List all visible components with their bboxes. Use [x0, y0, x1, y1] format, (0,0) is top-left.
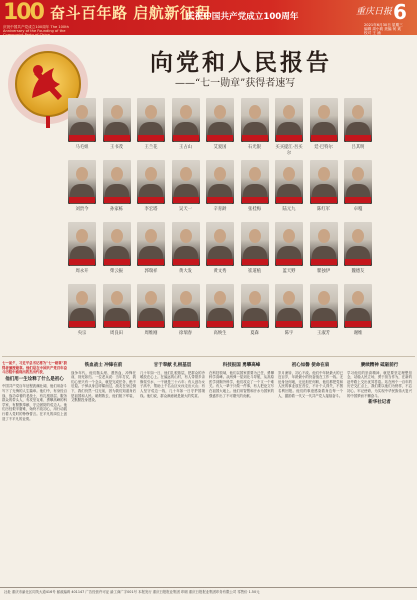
portrait-name: 夏森 — [250, 331, 259, 336]
column-text: 几十年如一日，他们扎根基层，把群众的冷暖放在心上。在偏远的山村，有人带领乡亲修渠引水，一干就是三十六年；有人创办女子高中，帮助上千名山区女孩走出大山；有人坚守戍边一线，几十年如一日守护国境线。他们说，群众满意就是最大的奖赏。 — [140, 370, 205, 398]
centenary-logo: 100 — [3, 0, 43, 25]
name-tag — [345, 259, 371, 265]
name-tag — [138, 259, 164, 265]
portrait-card — [68, 160, 96, 218]
article-body — [2, 356, 415, 585]
name-tag — [276, 321, 302, 327]
portrait-card — [172, 284, 200, 342]
page-footer: 社址 重庆市渝北区同茂大道416号 邮政编码 401147 广告经营许可证 渝工商广字001号 本报发行 重庆日报报业集团 印刷 重庆日报报业集团印务有限公司 零售价 1.50元 — [0, 587, 417, 600]
column-text: 在科技领域，他们以国家需要为己任，勇攀科学高峰。从两弹一星到北斗导航，从高原医学到胸外科学，他们攻克了一个又一个难关。有人一辈子只做一件事，有人把论文写在祖国大地上。他们用智慧和汗水为国家的强盛作出了不可磨灭的贡献。 — [209, 370, 274, 398]
portrait-name: 柴云振 — [110, 269, 123, 274]
name-tag — [173, 259, 199, 265]
paper-name: 重庆日报 — [356, 7, 393, 17]
column-text: 中国共产党百年征程波澜壮阔，他们用奋斗写下了无悔的人生篇章。他们中，有身经百战、战功卓著的老战士，有扎根基层、服务群众的带头人，有攻坚克难、勇攀高峰的科学家，有默默奉献、守边固防的戍边人。他们历经艰辛磨难，始终不改初心，用行动践行着入党时的铮铮誓言。在平凡的岗位上创造了不平凡的业绩。 — [2, 384, 67, 421]
banner-subtitle: 庆祝中国共产党成立100周年 — [186, 12, 299, 22]
name-tag — [207, 321, 233, 327]
name-tag — [311, 197, 337, 203]
page-title: 向党和人民报告 — [150, 49, 332, 76]
portrait-card — [241, 284, 269, 342]
portrait-card — [68, 284, 96, 342]
name-tag — [276, 259, 302, 265]
column-text: 学习他们的崇高精神，就是要坚定理想信念，站稳人民立场，勇于担当作为，在新的赶考路上交出优异答卷。站在两个一百年的历史交汇点上，我们要以他们为榜样，不忘初心、牢记使命，为实现中华民族伟大复兴的中国梦而不懈奋斗。 — [347, 370, 412, 398]
section-heading: 初心如磐 使命在肩 — [291, 363, 330, 368]
portrait-card — [310, 160, 338, 218]
portrait-card — [275, 98, 303, 156]
portrait-name: 周良田 — [110, 331, 123, 336]
logo-caption: 庆祝中国共产党成立100周年 The 100th Anniversary of the Founding of the Communist Party of China — [3, 25, 69, 37]
portrait-gallery — [68, 98, 413, 348]
name-tag — [138, 321, 164, 327]
name-tag — [69, 197, 95, 203]
portrait-name: 王书茂 — [110, 145, 123, 150]
portrait-card — [172, 160, 200, 218]
portrait-card — [206, 222, 234, 280]
portrait-card — [206, 160, 234, 218]
portrait-name: 瞿独伊 — [317, 269, 330, 274]
portrait-name: 吴天一 — [179, 207, 192, 212]
name-tag — [311, 135, 337, 141]
portrait-name: 马毛姐 — [75, 145, 89, 150]
portrait-card — [137, 222, 165, 280]
name-tag — [104, 197, 130, 203]
name-tag — [242, 135, 268, 141]
portrait-name: 买买提江·吾买尔 — [275, 145, 303, 156]
portrait-name: 魏德友 — [351, 269, 365, 274]
article-column — [347, 361, 412, 583]
name-tag — [345, 135, 371, 141]
name-tag — [242, 197, 268, 203]
name-tag — [104, 321, 130, 327]
portrait-name: 孙家栋 — [110, 207, 123, 212]
portrait-name: 吕其明 — [351, 145, 365, 150]
article-column — [140, 361, 205, 583]
article-column — [71, 361, 136, 583]
name-tag — [69, 259, 95, 265]
page-banner — [0, 0, 417, 35]
portrait-card — [103, 160, 131, 218]
portrait-name: 王淑芳 — [317, 331, 330, 336]
name-tag — [138, 197, 164, 203]
portrait-card — [103, 222, 131, 280]
portrait-name: 徐瑞春 — [179, 331, 192, 336]
name-tag — [242, 321, 268, 327]
portrait-name: 郭瑞祥 — [144, 269, 158, 274]
portrait-row — [68, 222, 379, 280]
portrait-card — [172, 222, 200, 280]
portrait-name: 谢维 — [353, 331, 363, 336]
name-tag — [104, 259, 130, 265]
banner-slogan: 奋斗百年路 启航新征程 — [50, 4, 211, 22]
name-tag — [207, 197, 233, 203]
portrait-row — [68, 284, 379, 342]
section-heading: 赓续精神 砥砺前行 — [360, 363, 399, 368]
editor-line: 编辑 周小莉 美编 何 欢 — [364, 27, 401, 31]
portrait-name: 王占山 — [179, 145, 192, 150]
name-tag — [276, 197, 302, 203]
article-column — [209, 361, 274, 583]
portrait-name: 陈宇 — [284, 331, 294, 336]
portrait-card — [344, 98, 372, 156]
portrait-card — [68, 222, 96, 280]
portrait-card — [310, 222, 338, 280]
portrait-name: 张桂梅 — [248, 207, 261, 212]
name-tag — [311, 321, 337, 327]
name-tag — [138, 135, 164, 141]
name-tag — [173, 321, 199, 327]
portrait-card — [172, 98, 200, 156]
portrait-name: 高焕生 — [213, 331, 227, 336]
name-tag — [276, 135, 302, 141]
portrait-card — [344, 284, 372, 342]
portrait-card — [137, 98, 165, 156]
portrait-name: 卓嘎 — [353, 207, 363, 212]
section-heading: 他们用一生诠释了什么是初心 — [5, 376, 64, 382]
portrait-card — [344, 222, 372, 280]
article-column — [2, 361, 67, 583]
byline: 新华社记者 — [368, 400, 391, 406]
proof-line: 校对 王 涌 — [364, 31, 381, 35]
portrait-name: 艾爱国 — [213, 145, 227, 150]
name-tag — [207, 259, 233, 265]
portrait-name: 刘贵今 — [75, 207, 89, 212]
name-tag — [69, 135, 95, 141]
article-column — [278, 361, 343, 583]
column-text: 战争年代，他们抛头颅、洒热血，冲锋在前，视死如归。一位老兵说：当年打仗，我们心里只有一个念头，就是完成任务，绝不后退。子弹从身边呼啸而过，战友在身边倒下，我们仍然一往无前，因为我们知道身后是祖国和人民。硝烟散去，他们脱下军装，又默默投身建设。 — [71, 370, 136, 403]
portrait-name: 央宗 — [77, 331, 87, 336]
portrait-card — [206, 98, 234, 156]
portrait-row — [68, 98, 379, 156]
name-tag — [69, 321, 95, 327]
portrait-card — [241, 98, 269, 156]
portrait-name: 周永开 — [75, 269, 89, 274]
page-number: 6 — [393, 0, 407, 24]
portrait-card — [137, 284, 165, 342]
name-tag — [173, 135, 199, 141]
portrait-name: 黄大发 — [179, 269, 192, 274]
portrait-card — [275, 222, 303, 280]
portrait-row — [68, 160, 379, 218]
portrait-name: 石光银 — [248, 145, 261, 150]
portrait-card — [275, 160, 303, 218]
portrait-name: 崔道植 — [248, 269, 261, 274]
portrait-name: 陈红军 — [317, 207, 330, 212]
portrait-card — [103, 98, 131, 156]
section-heading: 铁血战士 冲锋在前 — [84, 363, 123, 368]
portrait-name: 王兰花 — [144, 145, 158, 150]
name-tag — [173, 197, 199, 203]
portrait-name: 蓝天野 — [282, 269, 296, 274]
column-text: 岁月流转，初心不改。他们中年龄最大的已近百岁，年龄最小的仍奋战在工作一线。无论身处何地，无论担任何职，他们都把党和人民的事业放在首位，不计个人得失，不图名利回报。他们的事迹感染着身边每一个人，激励着一代又一代共产党人接续奋斗。 — [278, 370, 343, 398]
portrait-name: 李宏塔 — [144, 207, 158, 212]
name-tag — [104, 135, 130, 141]
portrait-name: 周维刚 — [144, 331, 158, 336]
portrait-card — [344, 160, 372, 218]
portrait-name: 辛育龄 — [213, 207, 227, 212]
portrait-card — [310, 98, 338, 156]
name-tag — [345, 197, 371, 203]
section-heading: 甘于奉献 扎根基层 — [153, 363, 192, 368]
page-subtitle: ——“七一勋章”获得者速写 — [175, 78, 296, 89]
article-lead: 七一前夕，习近平总书记将为“七一勋章”获得者颁授勋章。他们是在中国共产党百年奋斗历程中涌现出的杰出代表， — [2, 361, 67, 375]
portrait-card — [206, 284, 234, 342]
portrait-card — [68, 98, 96, 156]
portrait-name: 黄文秀 — [213, 269, 227, 274]
portrait-name: 廷·巴特尔 — [314, 145, 333, 150]
portrait-card — [103, 284, 131, 342]
portrait-card — [241, 160, 269, 218]
portrait-card — [241, 222, 269, 280]
portrait-card — [275, 284, 303, 342]
name-tag — [207, 135, 233, 141]
portrait-card — [137, 160, 165, 218]
portrait-name: 陆元九 — [282, 207, 296, 212]
portrait-card — [310, 284, 338, 342]
date-line: 2021年6月30日 星期三 — [364, 23, 403, 27]
section-heading: 科技报国 勇攀高峰 — [222, 363, 261, 368]
name-tag — [311, 259, 337, 265]
name-tag — [345, 321, 371, 327]
name-tag — [242, 259, 268, 265]
